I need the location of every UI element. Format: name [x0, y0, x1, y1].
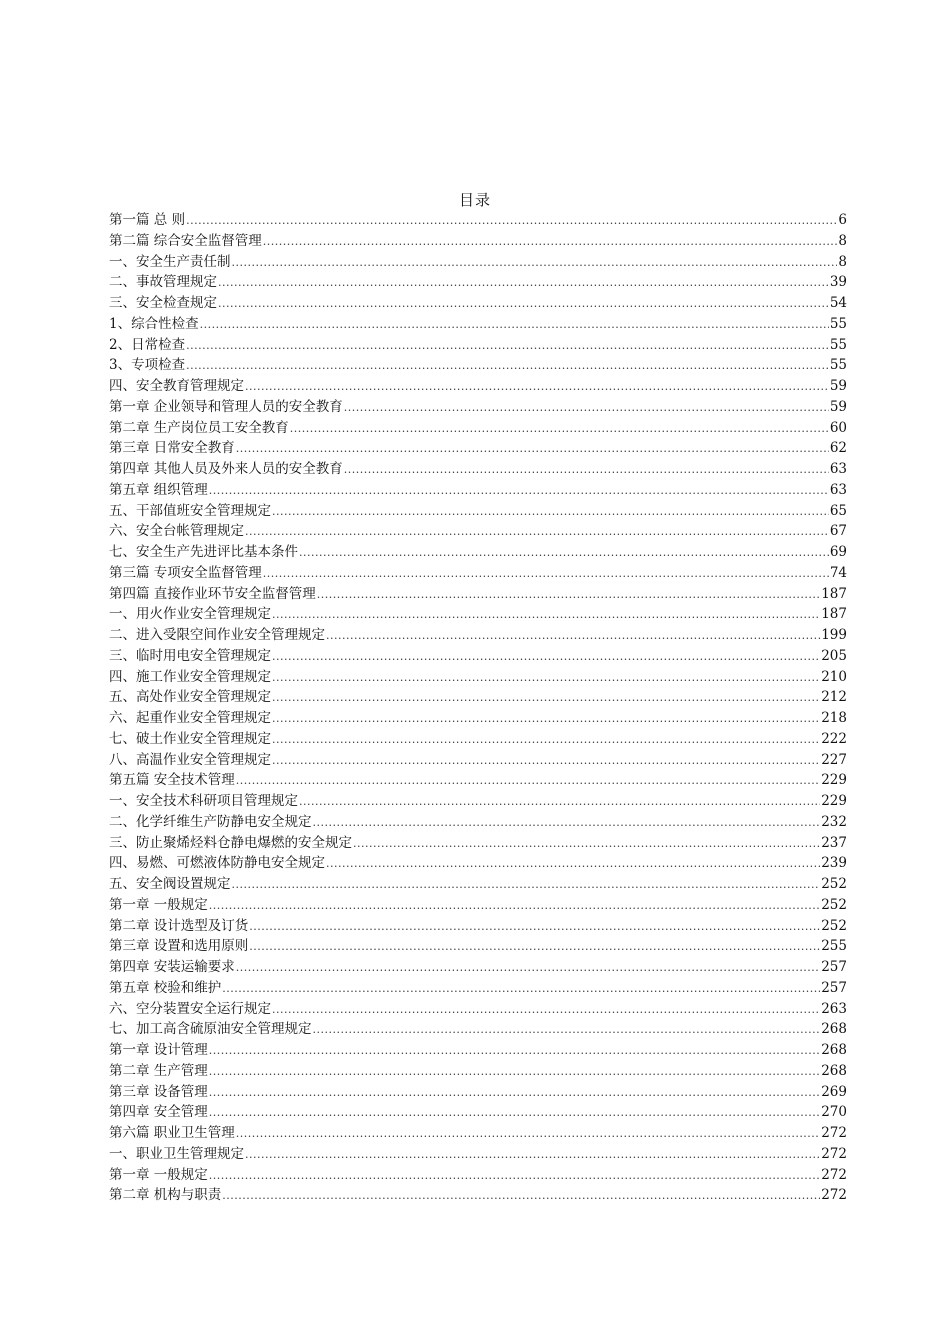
toc-entry-page-number: 199: [821, 627, 847, 643]
toc-dot-leader: [313, 1020, 821, 1041]
toc-entry-label: 七、破土作业安全管理规定: [109, 730, 271, 747]
toc-dot-leader: [218, 273, 829, 294]
toc-dot-leader: [353, 834, 820, 855]
toc-entry-label: 二、事故管理规定: [109, 274, 217, 291]
toc-entry-label: 七、加工高含硫原油安全管理规定: [109, 1021, 312, 1038]
toc-dot-leader: [222, 1186, 820, 1207]
toc-dot-leader: [263, 564, 829, 585]
toc-entry-page-number: 8: [838, 253, 847, 270]
toc-dot-leader: [317, 585, 820, 606]
toc-entry[interactable]: [109, 625, 847, 646]
toc-entry-page-number: 269: [821, 1083, 847, 1100]
toc-entry[interactable]: [109, 1040, 847, 1061]
toc-entry[interactable]: [109, 812, 847, 833]
toc-entry-page-number: 62: [829, 440, 847, 457]
toc-entry-page-number: 59: [829, 398, 847, 415]
toc-dot-leader: [299, 543, 829, 564]
toc-dot-leader: [186, 336, 829, 357]
toc-entry-page-number: 272: [821, 1125, 847, 1141]
toc-entry-page-number: 252: [821, 896, 847, 913]
toc-entry-label: 2、日常检查: [109, 336, 186, 353]
toc-entry[interactable]: [109, 376, 847, 397]
toc-entry-label: 第三章 日常安全教育: [109, 440, 235, 457]
toc-entry[interactable]: [109, 1082, 847, 1103]
toc-entry-label: 第一章 一般规定: [109, 896, 208, 913]
toc-entry[interactable]: [109, 957, 847, 978]
toc-dot-leader: [236, 771, 820, 792]
toc-entry-label: 六、空分装置安全运行规定: [109, 1000, 271, 1017]
toc-dot-leader: [272, 668, 820, 689]
toc-entry[interactable]: [109, 1165, 847, 1186]
toc-entry-page-number: 63: [829, 461, 847, 477]
toc-title: 目录: [458, 191, 491, 209]
toc-entry[interactable]: [109, 501, 847, 522]
toc-dot-leader: [245, 377, 829, 398]
toc-dot-leader: [272, 730, 820, 751]
toc-dot-leader: [272, 647, 820, 668]
toc-entry-label: 三、防止聚烯烃料仓静电爆燃的安全规定: [109, 834, 352, 851]
toc-dot-leader: [313, 813, 821, 834]
toc-entry-label: 一、安全生产责任制: [109, 253, 231, 270]
toc-entry-page-number: 229: [821, 793, 847, 809]
toc-entry[interactable]: [109, 293, 847, 314]
toc-entry[interactable]: [109, 874, 847, 895]
toc-dot-leader: [290, 419, 829, 440]
toc-entry[interactable]: [109, 708, 847, 729]
toc-entry-page-number: 227: [821, 751, 847, 768]
toc-entry-label: 一、用火作业安全管理规定: [109, 606, 271, 623]
toc-entry[interactable]: [109, 272, 847, 293]
toc-entry-label: 第二章 设计选型及订货: [109, 917, 249, 934]
toc-entry-label: 第四章 安全管理: [109, 1104, 208, 1121]
toc-entry[interactable]: [109, 521, 847, 542]
toc-entry-page-number: 229: [821, 772, 847, 789]
toc-dot-leader: [232, 253, 838, 274]
toc-entry-page-number: 55: [829, 315, 847, 332]
toc-entry[interactable]: [109, 563, 847, 584]
table-of-contents: [109, 210, 847, 1206]
toc-entry[interactable]: [109, 833, 847, 854]
toc-entry-label: 第四章 安装运输要求: [109, 959, 235, 975]
toc-entry-label: 3、专项检查: [109, 357, 186, 374]
toc-entry-page-number: 263: [821, 1000, 847, 1017]
toc-dot-leader: [249, 917, 820, 938]
toc-entry[interactable]: [109, 1123, 847, 1144]
toc-entry[interactable]: [109, 1061, 847, 1082]
toc-dot-leader: [218, 294, 829, 315]
toc-entry-page-number: 232: [821, 813, 847, 830]
toc-dot-leader: [236, 958, 820, 979]
toc-entry-page-number: 8: [838, 232, 847, 249]
toc-entry-label: 第一章 企业领导和管理人员的安全教育: [109, 398, 343, 415]
toc-entry-label: 六、起重作业安全管理规定: [109, 710, 271, 726]
toc-entry-label: 七、安全生产先进评比基本条件: [109, 544, 298, 560]
toc-dot-leader: [272, 751, 820, 772]
toc-entry[interactable]: [109, 252, 847, 273]
toc-entry-page-number: 239: [821, 855, 847, 872]
toc-entry-label: 四、施工作业安全管理规定: [109, 668, 271, 685]
toc-entry[interactable]: [109, 355, 847, 376]
toc-entry[interactable]: [109, 853, 847, 874]
toc-entry-label: 第三章 设备管理: [109, 1083, 208, 1100]
toc-entry-label: 第三章 设置和选用原则: [109, 938, 249, 955]
toc-entry-label: 第二篇 综合安全监督管理: [109, 232, 262, 249]
toc-entry-label: 第五章 校验和维护: [109, 979, 222, 996]
toc-entry-label: 一、职业卫生管理规定: [109, 1145, 244, 1162]
toc-entry-label: 二、进入受限空间作业安全管理规定: [109, 627, 325, 643]
toc-entry[interactable]: [109, 936, 847, 957]
toc-entry[interactable]: [109, 335, 847, 356]
toc-entry[interactable]: [109, 999, 847, 1020]
toc-entry-label: 第一章 一般规定: [109, 1166, 208, 1183]
toc-entry[interactable]: [109, 1102, 847, 1123]
toc-entry[interactable]: [109, 750, 847, 771]
toc-entry-page-number: 268: [821, 1042, 847, 1058]
toc-entry-page-number: 39: [829, 274, 847, 291]
toc-entry-label: 五、干部值班安全管理规定: [109, 502, 271, 519]
toc-entry-page-number: 59: [829, 378, 847, 394]
toc-entry-page-number: 63: [829, 481, 847, 498]
toc-dot-leader: [272, 502, 829, 523]
toc-entry-page-number: 74: [829, 564, 847, 581]
toc-dot-leader: [272, 605, 820, 626]
toc-entry-page-number: 268: [821, 1021, 847, 1038]
toc-entry-label: 五、高处作业安全管理规定: [109, 689, 271, 706]
toc-entry-label: 四、安全教育管理规定: [109, 378, 244, 394]
toc-entry-label: 四、易燃、可燃液体防静电安全规定: [109, 855, 325, 872]
toc-entry-page-number: 272: [821, 1187, 847, 1204]
toc-dot-leader: [249, 937, 820, 958]
toc-entry-page-number: 252: [821, 876, 847, 892]
toc-dot-leader: [299, 792, 820, 813]
toc-entry-page-number: 55: [829, 357, 847, 374]
toc-dot-leader: [186, 211, 837, 232]
toc-dot-leader: [272, 709, 820, 730]
toc-entry-label: 第二章 生产管理: [109, 1062, 208, 1079]
toc-entry[interactable]: [109, 916, 847, 937]
toc-entry[interactable]: [109, 978, 847, 999]
toc-dot-leader: [263, 232, 838, 253]
toc-entry[interactable]: [109, 210, 847, 231]
toc-entry-label: 六、安全台帐管理规定: [109, 523, 244, 540]
toc-entry[interactable]: [109, 418, 847, 439]
toc-entry-label: 第二章 机构与职责: [109, 1187, 222, 1204]
toc-entry-page-number: 257: [821, 979, 847, 996]
toc-entry[interactable]: [109, 791, 847, 812]
toc-entry-page-number: 257: [821, 959, 847, 975]
toc-entry-label: 第一篇 总 则: [109, 212, 186, 228]
toc-entry-page-number: 6: [838, 212, 847, 228]
toc-entry-page-number: 65: [829, 502, 847, 519]
toc-dot-leader: [326, 854, 820, 875]
toc-entry-page-number: 69: [829, 544, 847, 560]
toc-entry-page-number: 272: [821, 1166, 847, 1183]
toc-entry[interactable]: [109, 231, 847, 252]
toc-dot-leader: [344, 460, 829, 481]
toc-dot-leader: [272, 688, 820, 709]
toc-dot-leader: [209, 1041, 820, 1062]
toc-entry-page-number: 222: [821, 730, 847, 747]
toc-dot-leader: [326, 626, 820, 647]
toc-entry[interactable]: [109, 729, 847, 750]
toc-entry-label: 五、安全阀设置规定: [109, 876, 231, 892]
toc-dot-leader: [236, 1124, 820, 1145]
toc-entry-label: 三、临时用电安全管理规定: [109, 647, 271, 664]
toc-entry[interactable]: [109, 604, 847, 625]
toc-entry[interactable]: [109, 584, 847, 605]
toc-entry[interactable]: [109, 459, 847, 480]
toc-entry-page-number: 187: [821, 585, 847, 602]
toc-dot-leader: [236, 439, 829, 460]
toc-dot-leader: [209, 1166, 820, 1187]
toc-entry[interactable]: [109, 667, 847, 688]
toc-entry-page-number: 252: [821, 917, 847, 934]
toc-dot-leader: [272, 1000, 820, 1021]
toc-dot-leader: [186, 356, 829, 377]
toc-dot-leader: [222, 979, 820, 1000]
toc-dot-leader: [209, 1103, 820, 1124]
toc-entry-page-number: 55: [829, 336, 847, 353]
toc-entry[interactable]: [109, 1185, 847, 1206]
toc-dot-leader: [209, 896, 820, 917]
toc-entry-label: 第三篇 专项安全监督管理: [109, 564, 262, 581]
toc-entry-label: 第六篇 职业卫生管理: [109, 1125, 235, 1141]
toc-entry-label: 第二章 生产岗位员工安全教育: [109, 419, 289, 436]
toc-entry-label: 第一章 设计管理: [109, 1042, 208, 1058]
toc-dot-leader: [200, 315, 829, 336]
toc-entry-label: 八、高温作业安全管理规定: [109, 751, 271, 768]
toc-entry-page-number: 270: [821, 1104, 847, 1121]
toc-dot-leader: [245, 522, 829, 543]
toc-entry-label: 第五章 组织管理: [109, 481, 208, 498]
toc-entry-label: 第四章 其他人员及外来人员的安全教育: [109, 461, 343, 477]
toc-dot-leader: [232, 875, 821, 896]
toc-entry-page-number: 255: [821, 938, 847, 955]
toc-entry-page-number: 187: [821, 606, 847, 623]
toc-entry[interactable]: [109, 1144, 847, 1165]
toc-entry-page-number: 218: [821, 710, 847, 726]
toc-dot-leader: [209, 481, 829, 502]
toc-entry-label: 一、安全技术科研项目管理规定: [109, 793, 298, 809]
toc-entry[interactable]: [109, 438, 847, 459]
toc-entry-page-number: 268: [821, 1062, 847, 1079]
toc-entry-page-number: 237: [821, 834, 847, 851]
toc-entry[interactable]: [109, 687, 847, 708]
toc-entry[interactable]: [109, 397, 847, 418]
toc-entry-page-number: 54: [829, 295, 847, 311]
toc-entry[interactable]: [109, 542, 847, 563]
toc-entry-label: 第四篇 直接作业环节安全监督管理: [109, 585, 316, 602]
toc-entry-label: 第五篇 安全技术管理: [109, 772, 235, 789]
toc-entry[interactable]: [109, 1019, 847, 1040]
toc-dot-leader: [209, 1083, 820, 1104]
toc-entry-page-number: 210: [821, 668, 847, 685]
toc-entry[interactable]: [109, 480, 847, 501]
toc-entry-page-number: 205: [821, 647, 847, 664]
toc-entry-page-number: 67: [829, 523, 847, 540]
toc-entry[interactable]: [109, 314, 847, 335]
toc-dot-leader: [344, 398, 829, 419]
toc-dot-leader: [245, 1145, 820, 1166]
toc-entry-label: 三、安全检查规定: [109, 295, 217, 311]
toc-entry-label: 1、综合性检查: [109, 315, 199, 332]
toc-dot-leader: [209, 1062, 820, 1083]
toc-entry-page-number: 212: [821, 689, 847, 706]
toc-entry[interactable]: [109, 646, 847, 667]
toc-entry-page-number: 60: [829, 419, 847, 436]
toc-entry[interactable]: [109, 770, 847, 791]
toc-entry[interactable]: [109, 895, 847, 916]
toc-entry-label: 二、化学纤维生产防静电安全规定: [109, 813, 312, 830]
toc-entry-page-number: 272: [821, 1145, 847, 1162]
